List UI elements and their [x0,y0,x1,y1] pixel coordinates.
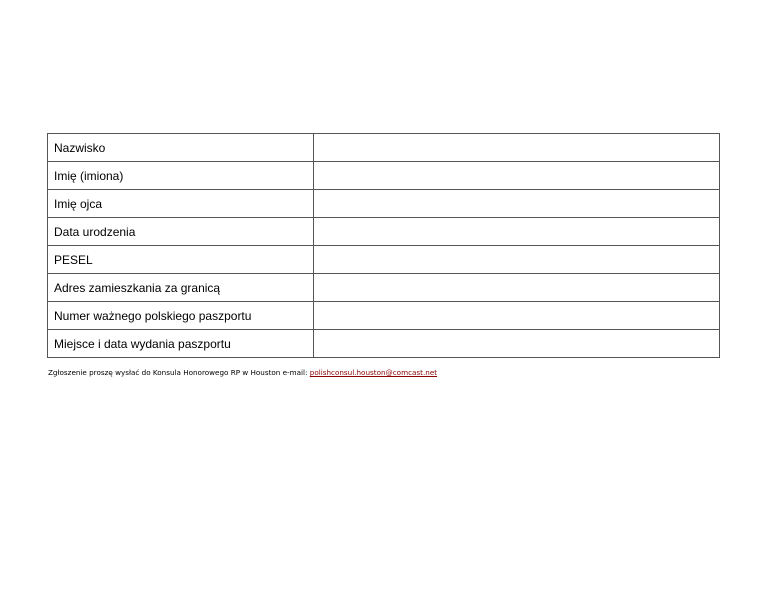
field-value-adres[interactable] [314,274,720,302]
field-label-miejsce-data-wydania: Miejsce i data wydania paszportu [48,330,314,358]
field-label-pesel: PESEL [48,246,314,274]
table-row-numer-paszportu [48,302,720,330]
field-label-imie: Imię (imiona) [48,162,314,190]
field-value-miejsce-data-wydania[interactable] [314,330,720,358]
footer-instruction-text: Zgłoszenie proszę wysłać do Konsula Honorowego RP w Houston e-mail: [48,368,310,377]
field-label-nazwisko: Nazwisko [48,134,314,162]
field-value-nazwisko[interactable] [314,134,720,162]
table-row-miejsce-data-wydania [48,330,720,358]
contact-email-link[interactable]: polishconsul.houston@comcast.net [309,368,438,377]
table-row-imie-ojca [48,190,720,218]
table-row-pesel [48,246,720,274]
registration-form-table [47,133,720,358]
field-value-pesel[interactable] [314,246,720,274]
field-label-data-urodzenia: Data urodzenia [48,218,314,246]
table-row-imie [48,162,720,190]
field-value-numer-paszportu[interactable] [314,302,720,330]
field-label-numer-paszportu: Numer ważnego polskiego paszportu [48,302,314,330]
table-row-adres [48,274,720,302]
table-row-data-urodzenia [48,218,720,246]
field-value-imie-ojca[interactable] [314,190,720,218]
footer-note [48,368,437,378]
field-label-adres: Adres zamieszkania za granicą [48,274,314,302]
table-row-nazwisko [48,134,720,162]
field-value-imie[interactable] [314,162,720,190]
field-label-imie-ojca: Imię ojca [48,190,314,218]
field-value-data-urodzenia[interactable] [314,218,720,246]
